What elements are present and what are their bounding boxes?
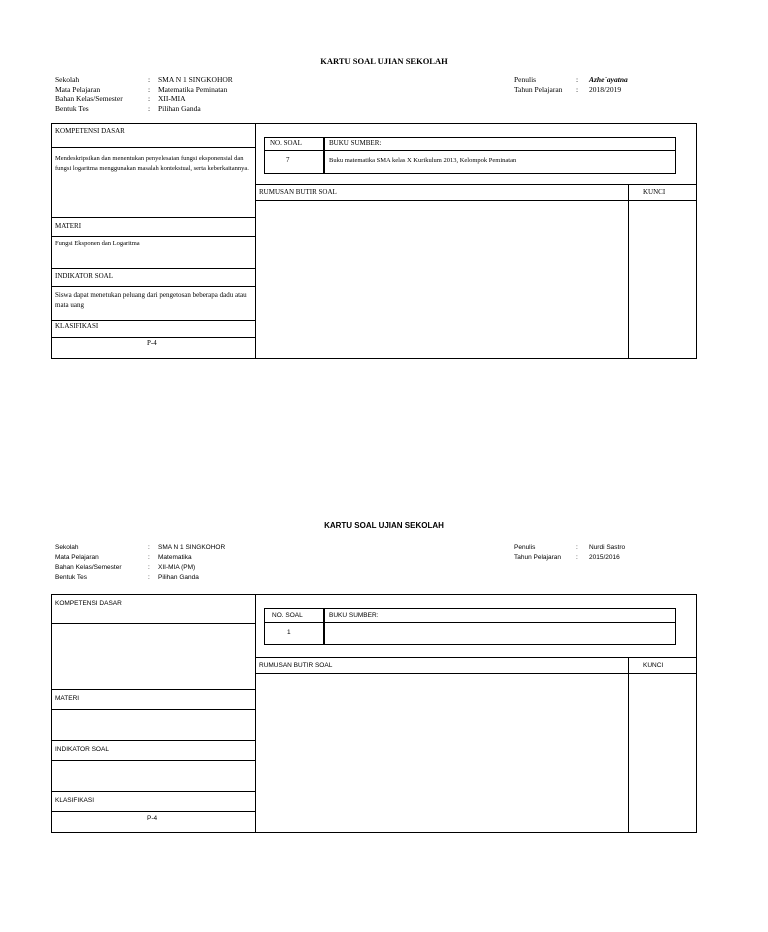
- indikator-text: Siswa dapat menetukan peluang dari pengetosan beberapa dadu atau mata uang: [55, 291, 247, 309]
- info-colon: :: [576, 544, 578, 551]
- kunci-label: KUNCI: [643, 662, 664, 669]
- info-value: SMA N 1 SINGKOHOR: [158, 544, 226, 551]
- info-label: Tahun Pelajaran: [514, 84, 563, 94]
- info-value: Matematika: [158, 554, 192, 561]
- no-soal-label: NO. SOAL: [270, 139, 302, 147]
- info-label: Sekolah: [55, 544, 79, 551]
- no-soal-value: 7: [286, 156, 290, 164]
- klasifikasi-label: KLASIFIKASI: [55, 797, 95, 804]
- klasifikasi-value: P-4: [147, 815, 158, 822]
- info-value: Pilihan Ganda: [158, 574, 199, 581]
- materi-label: MATERI: [55, 695, 80, 702]
- info-label: Mata Pelajaran: [55, 554, 99, 561]
- klasifikasi-value: P-4: [147, 339, 157, 347]
- info-value: XII-MIA: [158, 94, 186, 103]
- info-label: Bentuk Tes: [55, 103, 89, 113]
- info-value: Nurdi Sastro: [589, 544, 626, 551]
- info-value: 2015/2016: [589, 554, 620, 561]
- buku-sumber-label: BUKU SUMBER:: [329, 139, 382, 147]
- card-info-left: [55, 543, 255, 583]
- info-label: Bahan Kelas/Semester: [55, 94, 123, 103]
- rumusan-label: RUMUSAN BUTIR SOAL: [259, 188, 337, 196]
- info-value: SMA N 1 SINGKOHOR: [158, 75, 233, 84]
- card-info-right: [514, 543, 664, 563]
- indikator-label: INDIKATOR SOAL: [55, 272, 114, 280]
- kompetensi-text: Mendeskripsikan dan menentukan penyelesaian fungsi eksponensial dan fungsi logaritma menggunakan masalah kontekstual, serta keberkaitannya.: [55, 155, 249, 172]
- info-colon: :: [148, 544, 150, 551]
- info-label: Mata Pelajaran: [55, 84, 101, 94]
- kunci-label: KUNCI: [643, 188, 666, 196]
- info-value: Pilihan Ganda: [158, 103, 201, 113]
- info-colon: :: [148, 94, 151, 103]
- info-colon: :: [148, 84, 151, 94]
- info-label: Penulis: [514, 75, 537, 84]
- card-title: KARTU SOAL UJIAN SEKOLAH: [320, 56, 448, 66]
- indikator-label: INDIKATOR SOAL: [55, 746, 109, 753]
- materi-label: MATERI: [55, 222, 82, 230]
- rumusan-label: RUMUSAN BUTIR SOAL: [259, 662, 333, 669]
- info-value: Matematika Peminatan: [158, 84, 228, 94]
- info-label: Sekolah: [55, 75, 80, 84]
- info-colon: :: [576, 75, 579, 84]
- info-label: Bentuk Tes: [55, 574, 88, 581]
- kompetensi-label: KOMPETENSI DASAR: [55, 127, 125, 135]
- no-soal-label: NO. SOAL: [272, 612, 303, 619]
- info-colon: :: [148, 103, 151, 113]
- info-label: Penulis: [514, 544, 536, 551]
- klasifikasi-label: KLASIFIKASI: [55, 322, 99, 330]
- kompetensi-label: KOMPETENSI DASAR: [55, 600, 122, 607]
- info-label: Tahun Pelajaran: [514, 554, 561, 561]
- info-colon: :: [148, 564, 150, 571]
- info-colon: :: [576, 84, 579, 94]
- info-value: Azhe`ayatna: [589, 75, 628, 84]
- info-value: 2018/2019: [589, 84, 622, 94]
- buku-sumber-value: Buku matematika SMA kelas X Kurikulum 2013, Kelompok Peminatan: [329, 157, 517, 164]
- materi-text: Fungsi Eksponen dan Logaritma: [55, 240, 140, 247]
- info-colon: :: [148, 574, 150, 581]
- buku-sumber-label: BUKU SUMBER:: [329, 612, 379, 619]
- info-value: XII-MIA (PM): [158, 564, 196, 571]
- card-title: KARTU SOAL UJIAN SEKOLAH: [324, 521, 444, 530]
- info-label: Bahan Kelas/Semester: [55, 564, 122, 571]
- info-colon: :: [148, 75, 151, 84]
- info-colon: :: [148, 554, 150, 561]
- info-colon: :: [576, 554, 578, 561]
- no-soal-value: 1: [287, 629, 291, 636]
